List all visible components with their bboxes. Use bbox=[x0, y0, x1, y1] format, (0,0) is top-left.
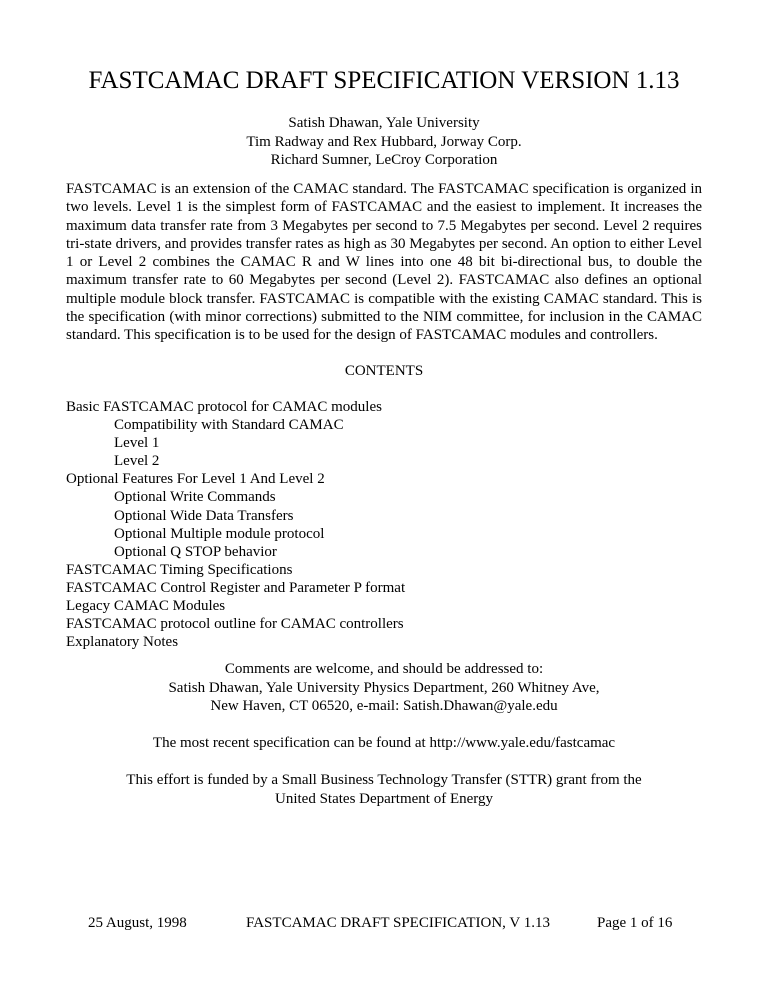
toc-subitem: Optional Multiple module protocol bbox=[114, 525, 325, 542]
toc-item: Optional Features For Level 1 And Level 2 bbox=[66, 471, 325, 488]
toc-subitem: Compatibility with Standard CAMAC bbox=[114, 417, 344, 434]
recent-spec-note: The most recent specification can be found at http://www.yale.edu/fastcamac bbox=[152, 735, 616, 751]
toc-item: FASTCAMAC protocol outline for CAMAC controllers bbox=[66, 616, 404, 633]
footer-title: FASTCAMAC DRAFT SPECIFICATION, V 1.13 bbox=[246, 915, 550, 931]
funding-line: United States Department of Energy bbox=[275, 790, 493, 807]
comments-line: Comments are welcome, and should be addressed to: bbox=[224, 661, 544, 677]
author-line: Tim Radway and Rex Hubbard, Jorway Corp. bbox=[246, 133, 522, 150]
document-title: FASTCAMAC DRAFT SPECIFICATION VERSION 1.13 bbox=[88, 67, 680, 94]
comments-line: New Haven, CT 06520, e-mail: Satish.Dhawan@yale.edu bbox=[210, 698, 558, 714]
toc-item: FASTCAMAC Timing Specifications bbox=[66, 561, 293, 578]
toc-subitem: Level 1 bbox=[114, 435, 160, 452]
author-line: Satish Dhawan, Yale University bbox=[288, 115, 480, 131]
page-footer bbox=[0, 914, 768, 934]
footer-date: 25 August, 1998 bbox=[88, 915, 187, 931]
funding-note bbox=[0, 771, 768, 808]
footer-page-number: Page 1 of 16 bbox=[597, 915, 673, 931]
funding-line: This effort is funded by a Small Business Technology Transfer (STTR) grant from the bbox=[126, 772, 642, 788]
comments-block bbox=[0, 660, 768, 716]
toc-subitem: Optional Q STOP behavior bbox=[114, 543, 277, 560]
toc-subitem: Level 2 bbox=[114, 453, 160, 470]
author-line: Richard Sumner, LeCroy Corporation bbox=[270, 152, 498, 168]
table-of-contents bbox=[66, 398, 405, 651]
toc-subitem: Optional Wide Data Transfers bbox=[114, 507, 294, 524]
toc-subitem: Optional Write Commands bbox=[114, 489, 276, 506]
toc-item: Legacy CAMAC Modules bbox=[66, 598, 226, 615]
abstract-paragraph: FASTCAMAC is an extension of the CAMAC standard. The FASTCAMAC specification is organized in two levels. Level 1 is the simplest form of FASTCAMAC and the easiest to implement. It increases the maximum data transfer rate from 3 Megabytes per second to 7.5 Megabytes per second. Level 2 requires tri-state drivers, and provides transfer rates as high as 30 Megabytes per second. An option to either Level 1 or Level 2 combines the CAMAC R and W lines into one 48 bit bi-directional bus, to double the maximum transfer rate to 60 Megabytes per second (Level 2). FASTCAMAC also defines an optional multiple module block transfer. FASTCAMAC is compatible with the existing CAMAC standard. This is the specification (with minor corrections) submitted to the NIM committee, for inclusion in the CAMAC standard. This specification is to be used for the design of FASTCAMAC modules and controllers. bbox=[66, 181, 702, 344]
comments-line: Satish Dhawan, Yale University Physics Department, 260 Whitney Ave, bbox=[168, 679, 600, 696]
toc-item: Explanatory Notes bbox=[66, 634, 179, 651]
author-list bbox=[0, 114, 768, 170]
contents-heading: CONTENTS bbox=[344, 363, 424, 379]
toc-item: FASTCAMAC Control Register and Parameter P format bbox=[66, 579, 406, 596]
toc-item: Basic FASTCAMAC protocol for CAMAC modules bbox=[66, 399, 382, 415]
